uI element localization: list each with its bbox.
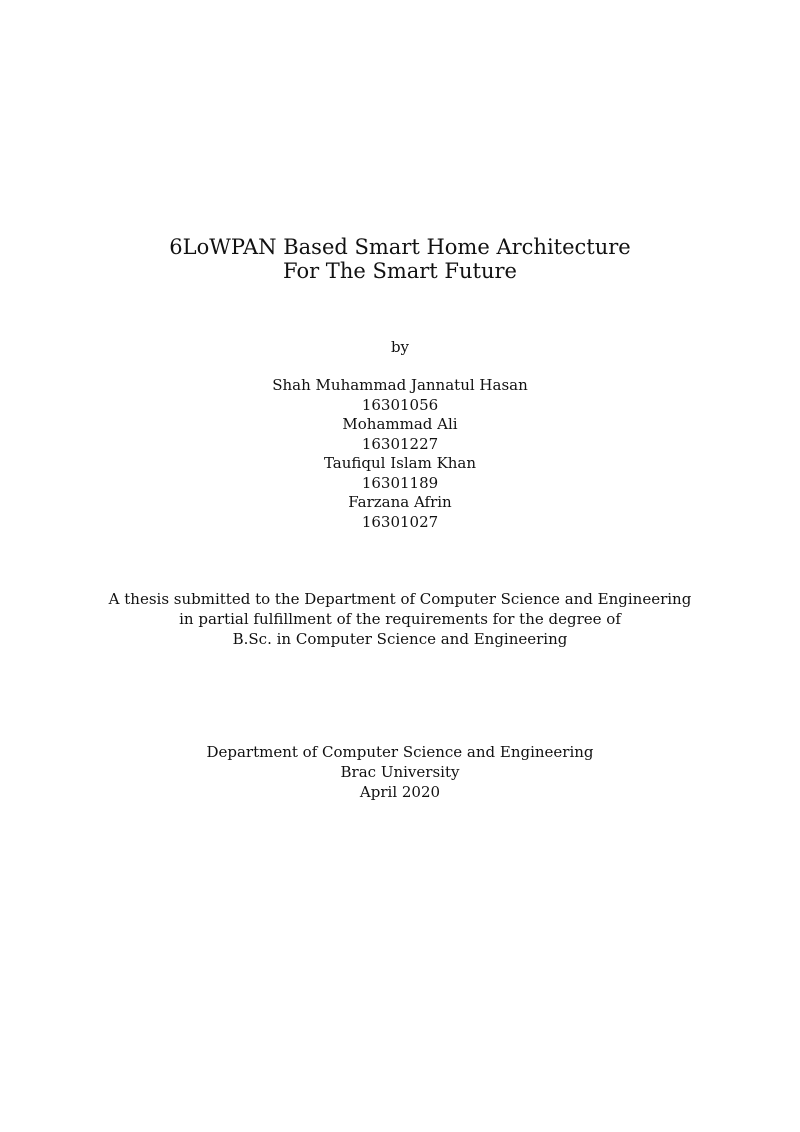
by-text: by [390,338,410,356]
author-name: Taufiqul Islam Khan [323,454,477,472]
by-label [0,338,800,357]
author-name: Farzana Afrin [348,493,452,511]
author-list [0,376,800,532]
author-id: 16301027 [361,512,439,531]
author-id: 16301227 [361,434,439,453]
submission-line-3: B.Sc. in Computer Science and Engineering [232,630,568,648]
author-id: 16301189 [361,473,439,492]
university-name: Brac University [340,763,460,781]
submission-line-2: in partial fulfillment of the requirements for the degree of [179,610,621,628]
thesis-title-line-1: 6LoWPAN Based Smart Home Architecture [169,235,631,259]
author-id: 16301056 [361,395,439,414]
institution-block [0,742,800,802]
author-name: Mohammad Ali [342,415,458,433]
submission-statement [0,589,800,649]
submission-line-1: A thesis submitted to the Department of Computer Science and Engineering [108,590,692,608]
thesis-title-line-2: For The Smart Future [283,259,517,283]
department-name: Department of Computer Science and Engineering [206,743,594,761]
thesis-title [0,235,800,283]
author-name: Shah Muhammad Jannatul Hasan [272,376,528,394]
submission-date: April 2020 [359,783,441,801]
